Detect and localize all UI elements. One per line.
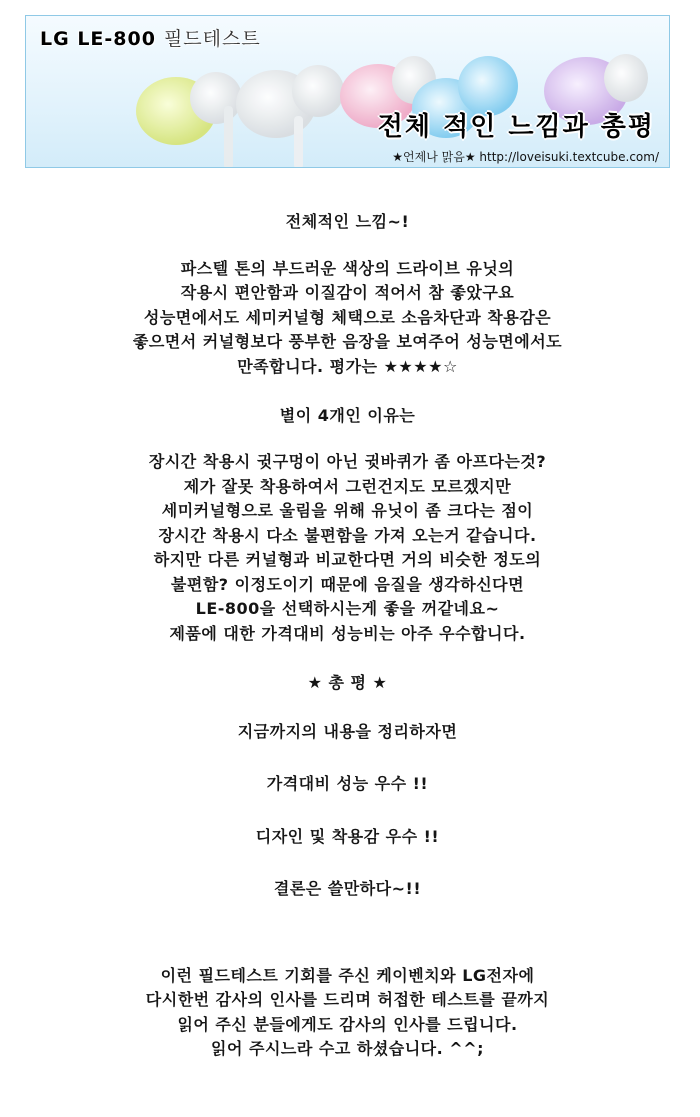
summary-line: 지금까지의 내용을 정리하자면 [237, 721, 458, 741]
paragraph-line: 장시간 착용시 다소 불편함을 가져 오는거 같습니다. [158, 525, 537, 545]
closing-line: 이런 필드테스트 기회를 주신 케이벤치와 LG전자에 [160, 965, 535, 985]
model-name: LG LE-800 [40, 28, 156, 50]
section-heading-impression: 전체적인 느낌~! [285, 212, 410, 231]
section-heading-reason: 별이 4개인 이유는 [279, 405, 416, 425]
paragraph-line: 작용시 편안함과 이질감이 적어서 참 좋았구요 [180, 283, 515, 302]
paragraph-line: 제가 잘못 착용하여서 그런건지도 모르겠지만 [183, 476, 512, 496]
header-banner [25, 15, 670, 168]
banner-credit: ★언제나 맑음★ http://loveisuki.textcube.com/ [392, 150, 659, 164]
summary-line: 가격대비 성능 우수 !! [266, 774, 429, 793]
rating-line: 만족합니다. 평가는 ★★★★☆ [237, 356, 458, 376]
paragraph-line: 파스텔 톤의 부드러운 색상의 드라이브 유닛의 [180, 258, 515, 278]
paragraph-line: 하지만 다른 커널형과 비교한다면 거의 비슷한 정도의 [153, 550, 542, 569]
paragraph-line: 장시간 착용시 귓구멍이 아닌 귓바퀴가 좀 아프다는것? [148, 452, 547, 471]
paragraph-line: 성능면에서도 세미커널형 체택으로 소음차단과 착용감은 [143, 307, 552, 327]
banner-headline: 전체 적인 느낌과 총평 [377, 112, 655, 142]
section-heading-summary: ★ 총 평 ★ [307, 672, 388, 692]
summary-line: 결론은 쓸만하다~!! [273, 879, 422, 898]
paragraph-line: LE-800을 선택하시는게 좋을 꺼같네요~ [195, 599, 500, 618]
paragraph-line: 제품에 대한 가격대비 성능비는 아주 우수합니다. [169, 623, 526, 643]
banner-title [40, 24, 261, 51]
banner-subtitle: 필드테스트 [163, 28, 261, 50]
paragraph-line: 세미커널형으로 울림을 위해 유닛이 좀 크다는 점이 [161, 501, 534, 520]
closing-line: 다시한번 감사의 인사를 드리며 허접한 테스트를 끝까지 [145, 990, 550, 1009]
paragraph-line: 좋으면서 커널형보다 풍부한 음장을 보여주어 성능면에서도 [132, 332, 563, 351]
closing-line: 읽어 주시느라 수고 하셨습니다. ^^; [211, 1039, 484, 1058]
summary-line: 디자인 및 착용감 우수 !! [255, 826, 440, 846]
paragraph-line: 불편함? 이정도이기 때문에 음질을 생각하신다면 [170, 574, 525, 594]
article-body [25, 210, 670, 1062]
closing-line: 읽어 주신 분들에게도 감사의 인사를 드립니다. [177, 1014, 518, 1034]
